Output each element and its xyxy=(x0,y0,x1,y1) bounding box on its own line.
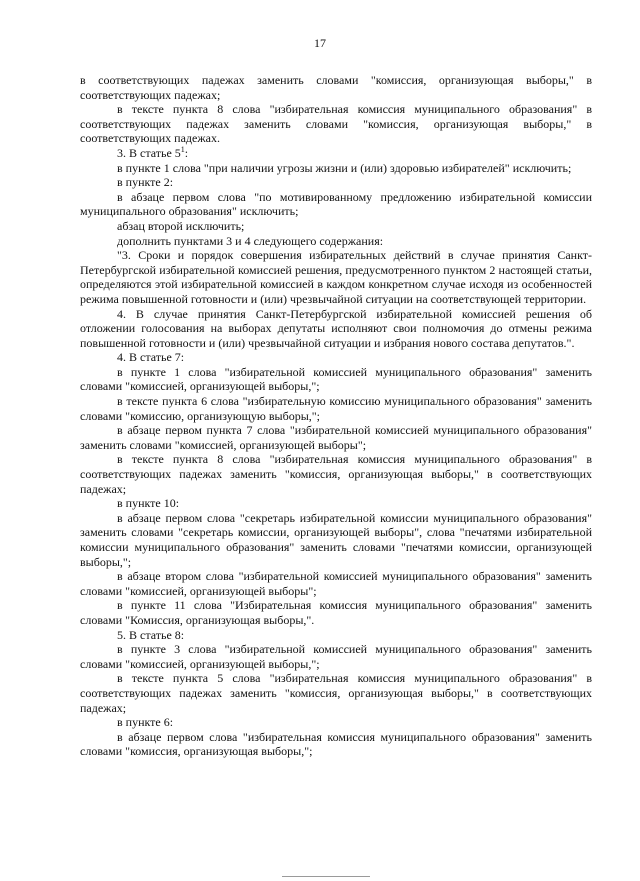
page-number: 17 xyxy=(314,36,326,50)
paragraph xyxy=(80,715,592,730)
paragraph-text: в соответствующих падежах заменить словами "комиссия, организующая выборы," в соответствующих падежах; xyxy=(80,73,592,102)
document-body xyxy=(80,73,592,759)
paragraph-text: в абзаце втором слова "избирательной комиссией муниципального образования" заменить словами "комиссией, организующей выборы"; xyxy=(80,569,592,598)
paragraph-text: в тексте пункта 8 слова "избирательная комиссия муниципального образования" в соответствующих падежах заменить "комиссия, организующая выборы," в соответствующих падежах; xyxy=(80,452,592,496)
paragraph-text: в абзаце первом пункта 7 слова "избирательной комиссией муниципального образования" заменить словами "комиссией, организующей выборы"; xyxy=(80,423,592,452)
paragraph xyxy=(80,350,592,365)
paragraph xyxy=(80,671,592,715)
paragraph-text: в абзаце первом слова "избирательная комиссия муниципального образования" заменить словами "комиссия, организующая выборы,"; xyxy=(80,729,592,759)
paragraph xyxy=(80,730,592,759)
paragraph xyxy=(80,394,592,423)
paragraph xyxy=(80,452,592,496)
paragraph xyxy=(80,598,592,627)
paragraph-text: в абзаце первом слова "по мотивированному предложению избирательной комиссии муниципального образования" исключить; xyxy=(80,189,592,219)
paragraph xyxy=(80,175,592,190)
paragraph xyxy=(80,234,592,249)
paragraph-text: дополнить пунктами 3 и 4 следующего содержания: xyxy=(117,233,384,248)
paragraph-text: в пункте 11 слова "Избирательная комиссия муниципального образования" заменить словами "Комиссия, организующая выборы,". xyxy=(80,598,592,627)
paragraph xyxy=(80,628,592,643)
paragraph-text: в тексте пункта 6 слова "избирательную комиссию муниципального образования" заменить словами "комиссию, организующую выборы,"; xyxy=(80,394,592,423)
paragraph xyxy=(80,219,592,234)
paragraph-text: в пункте 2: xyxy=(117,175,174,190)
paragraph-text-suffix: : xyxy=(184,145,189,160)
paragraph-text: в пункте 1 слова "при наличии угрозы жизни и (или) здоровью избирателей" исключить; xyxy=(117,160,572,175)
paragraph xyxy=(80,190,592,219)
paragraph-text: в тексте пункта 5 слова "избирательная комиссия муниципального образования" в соответствующих падежах заменить "комиссия, организующая выборы," в соответствующих падежах; xyxy=(80,671,592,715)
paragraph-text: в пункте 6: xyxy=(117,715,174,730)
paragraph xyxy=(80,146,592,161)
paragraph-text: 4. В случае принятия Санкт-Петербургской избирательной комиссией решения об отложении голосования на выборах депутаты исполняют свои полномочия до отмены режима повышенной готовности и (или) чрезвычайной ситуации и избрания нового состава депутатов.". xyxy=(80,306,592,350)
paragraph xyxy=(80,569,592,598)
paragraph-text: в пункте 10: xyxy=(117,496,180,511)
paragraph-text: в пункте 1 слова "избирательной комиссией муниципального образования" заменить словами "комиссией, организующей выборы,"; xyxy=(80,364,592,394)
paragraph xyxy=(80,307,592,351)
paragraph xyxy=(80,161,592,176)
paragraph-text: 5. В статье 8: xyxy=(117,627,185,642)
paragraph xyxy=(80,248,592,306)
paragraph-text: в тексте пункта 8 слова "избирательная комиссия муниципального образования" в соответствующих падежах заменить словами "комиссия, организующая выборы," в соответствующих падежах. xyxy=(80,102,592,146)
paragraph xyxy=(80,102,592,146)
superscript: 1 xyxy=(180,144,185,154)
paragraph xyxy=(80,642,592,671)
paragraph-text: абзац второй исключить; xyxy=(117,218,245,233)
bottom-divider xyxy=(282,876,370,877)
paragraph xyxy=(80,511,592,569)
paragraph xyxy=(80,496,592,511)
paragraph-text: 3. В статье 5 xyxy=(117,145,181,160)
paragraph-text: "3. Сроки и порядок совершения избирательных действий в случае принятия Санкт-Петербургской избирательной комиссией решения, предусмотренного пунктом 2 настоящей статьи, определяются этой избирательной комиссией в каждом конкретном случае исходя из особенностей режима повышенной готовности и (или) чрезвычайной ситуации на соответствующей территории. xyxy=(80,248,592,306)
paragraph-text: в абзаце первом слова "секретарь избирательной комиссии муниципального образования" заменить словами "секретарь комиссии, организующей выборы", слова "печатями избирательной комиссии муниципального образования" заменить словами "печатями комиссии, организующей выборы,"; xyxy=(80,510,592,569)
paragraph xyxy=(80,365,592,394)
paragraph xyxy=(80,73,592,102)
paragraph xyxy=(80,423,592,452)
paragraph-text: в пункте 3 слова "избирательной комиссией муниципального образования" заменить словами "комиссией, организующей выборы,"; xyxy=(80,642,592,671)
paragraph-text: 4. В статье 7: xyxy=(117,350,185,365)
